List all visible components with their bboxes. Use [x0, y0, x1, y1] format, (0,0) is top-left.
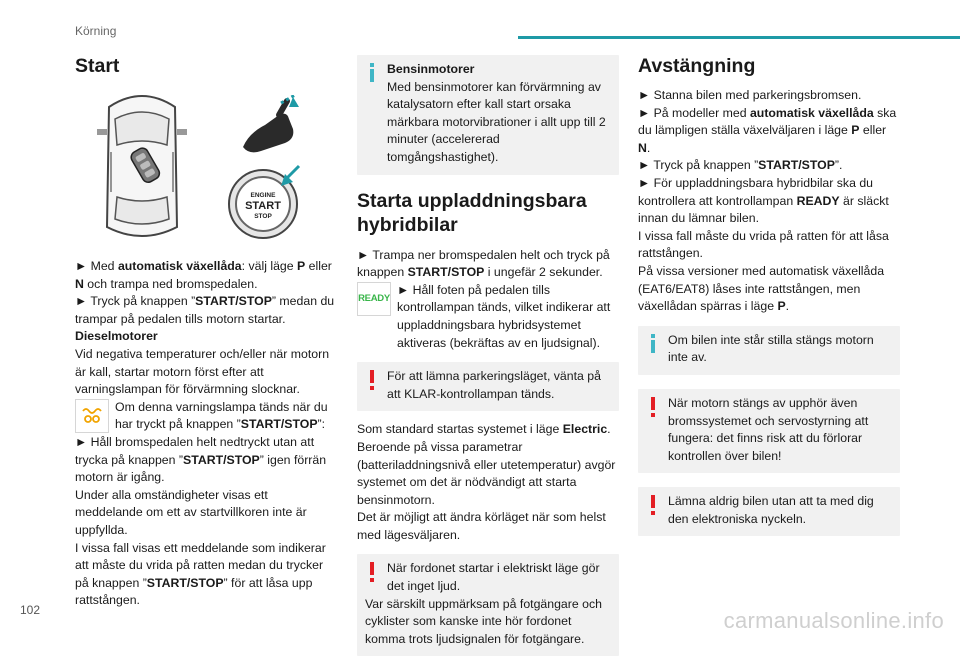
column-start [75, 55, 337, 610]
key-warning-text: Lämna aldrig bilen utan att ta med dig den elektroniska nyckeln. [668, 494, 874, 526]
ready-row [357, 282, 619, 352]
silent-warning-line2: Var särskilt uppmärksam på fotgängare och cyklister som kanske inte hör fordonet komma trots ljudsignalen för fotgängare. [365, 596, 602, 646]
parameters-text: Beroende på vissa parametrar (batteriladdningsnivå eller utetemperatur) avgör systemet om det är nödvändigt att starta bensinmotorn. [357, 439, 616, 507]
header-accent-line [518, 36, 960, 39]
warning-icon [647, 495, 659, 515]
instruction-hold-brake: ► Håll bromspedalen helt nedtryckt utan att trycka på knappen ”START/STOP” igen förrän motorn är igång. [75, 434, 327, 485]
running-header: Körning [75, 24, 117, 38]
start-illustration [85, 87, 337, 252]
warning-icon [366, 562, 378, 582]
petrol-heading: Bensinmotorer [387, 62, 475, 76]
button-label-engine: ENGINE [250, 192, 276, 199]
instruction-brake-and-press: ► Trampa ner bromspedalen helt och tryck på knappen START/STOP i ungefär 2 sekunder. [357, 247, 610, 280]
column-shutdown [638, 55, 900, 536]
warning-box-parking [357, 362, 619, 411]
page-number: 102 [20, 603, 41, 617]
parking-warning-text: För att lämna parkeringsläget, vänta på att KLAR-kontrollampan tänds. [387, 369, 601, 401]
glow-plug-text: Om denna varningslampa tänds när du har tryckt på knappen ”START/STOP”: [115, 399, 328, 432]
silent-warning-line1: När fordonet startar i elektriskt läge gör det inget ljud. [387, 561, 600, 594]
ready-lamp-icon: READY [357, 282, 391, 316]
glow-plug-warning-icon [75, 399, 109, 433]
car-with-key-illustration [87, 87, 197, 247]
step-press-button: ► Tryck på knappen ”START/STOP”. [638, 158, 843, 173]
steering-lock-text: I vissa fall visas ett meddelande som indikerar att måste du vrida på ratten medan du trycker på knappen ”START/STOP” för att låsa upp rattstången. [75, 540, 326, 608]
info-box-petrol [357, 55, 619, 175]
watermark: carmanualsonline.info [723, 608, 944, 633]
info-icon [647, 334, 659, 353]
hand-pressing-icon [235, 95, 305, 157]
info-box-not-stationary [638, 326, 900, 375]
column-hybrid [357, 55, 619, 656]
section-title-shutdown: Avstängning [638, 55, 756, 77]
warning-icon [647, 397, 659, 417]
step-check-ready: ► För uppladdningsbara hybridbilar ska du kontrollera att kontrollampan READY är släckt innan du lämnar bilen. [638, 175, 889, 226]
step-parking-brake: ► Stanna bilen med parkeringsbromsen. [638, 88, 862, 102]
section-title-hybrid: Starta uppladdningsbara hybridbilar [357, 189, 587, 236]
engine-start-stop-button-icon [225, 162, 305, 242]
petrol-text: Med bensinmotorer kan förvärmning av katalysatorn efter kall start orsaka märkbara motorvibrationer i allt upp till 2 minuter (accelererad tomgångshastighet). [387, 79, 606, 164]
eat-versions-note: På vissa versioner med automatisk växellåda (EAT6/EAT8) låses inte rattstången, men växellådan spärras i läge P. [638, 263, 885, 314]
warning-box-key [638, 487, 900, 536]
section-title-start: Start [75, 55, 120, 77]
default-mode-text: Som standard startas systemet i läge Electric. [357, 422, 611, 437]
ready-text: ► Håll foten på pedalen tills kontrollampan tänds, vilket indikerar att uppladdningsbara hybridsystemet aktiveras (bekräftas av en ljudsignal). [397, 282, 611, 350]
button-label-stop: STOP [254, 213, 272, 220]
instruction-automatic-gear: ► Med automatisk växellåda: välj läge P eller N och trampa ned bromspedalen. [75, 259, 332, 291]
mode-selector-text: Det är möjligt att ändra körläget när som helst med lägesväljaren. [357, 510, 606, 542]
not-stationary-text: Om bilen inte står stilla stängs motorn inte av. [668, 332, 874, 365]
diesel-heading: Dieselmotorer [75, 329, 158, 344]
button-label-start: START [245, 200, 281, 212]
glow-plug-row [75, 399, 337, 434]
warning-icon [366, 370, 378, 390]
instruction-press-start: ► Tryck på knappen ”START/STOP” medan du trampar på pedalen tills motorn startar. [75, 294, 335, 326]
diesel-text: Vid negativa temperaturer och/eller när motorn är kall, startar motorn först efter att varningslampan för förvärmning slocknar. [75, 346, 330, 397]
step-gear-selector: ► På modeller med automatisk växellåda ska du lämpligen ställa växelväljaren i läge P eller N. [638, 105, 897, 155]
warning-box-silent [357, 554, 619, 656]
brakes-warning-text: När motorn stängs av upphör även bromssystemet och servostyrning att fungera: det finns risk att du förlorar kontrollen över bilen! [668, 395, 869, 463]
info-icon [366, 63, 378, 82]
steering-lock-note: I vissa fall måste du vrida på ratten för att låsa rattstången. [638, 228, 889, 261]
warning-box-brakes [638, 389, 900, 473]
start-conditions-text: Under alla omständigheter visas ett meddelande om ett av startvillkoren inte är uppfyllda. [75, 487, 307, 537]
